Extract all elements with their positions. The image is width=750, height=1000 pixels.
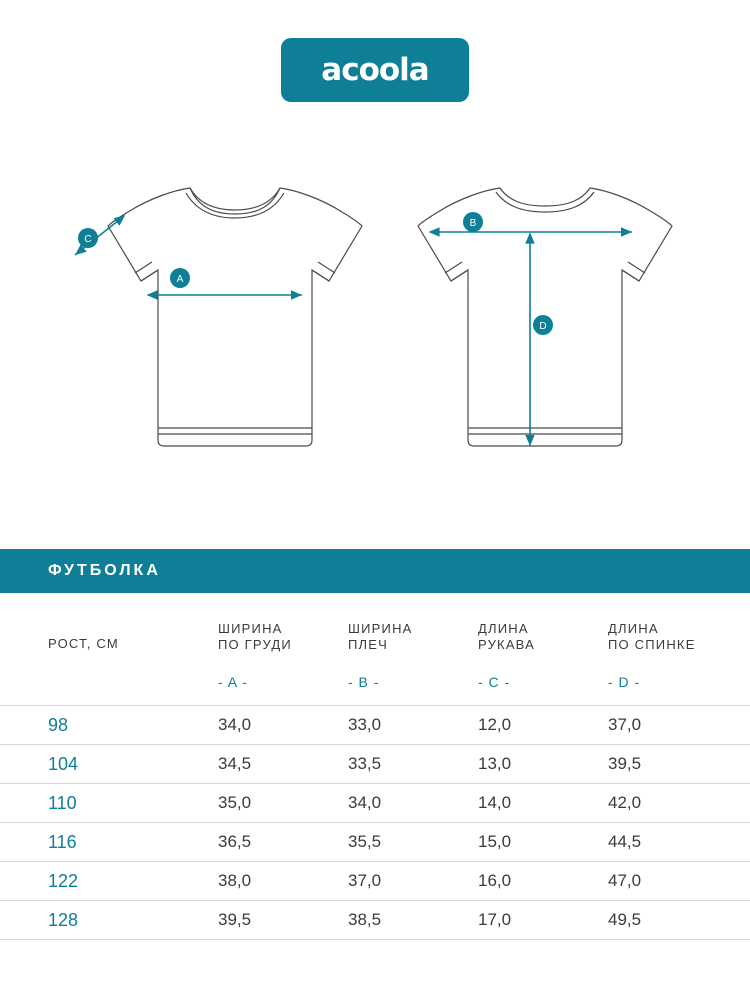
cell-chest: 34,0 <box>218 715 252 734</box>
logo-badge <box>281 38 469 102</box>
svg-text:D: D <box>539 321 547 332</box>
cell-height: 104 <box>48 754 79 774</box>
logo-text: acoola <box>321 52 429 88</box>
cell-height: 110 <box>48 793 77 813</box>
column-letter-c: - C - <box>478 674 511 690</box>
cell-backlength: 42,0 <box>608 793 642 812</box>
cell-shoulder: 34,0 <box>348 793 382 812</box>
cell-chest: 36,5 <box>218 832 252 851</box>
column-header-sleeve-line1: ДЛИНА <box>478 621 529 636</box>
section-title-bar <box>0 549 750 593</box>
column-header-backlength-line1: ДЛИНА <box>608 621 659 636</box>
cell-height: 116 <box>48 832 77 852</box>
size-illustration <box>0 150 750 540</box>
cell-sleeve: 16,0 <box>478 871 512 890</box>
table-row <box>0 784 750 822</box>
cell-height: 98 <box>48 715 69 735</box>
table-row <box>0 706 750 744</box>
cell-height: 128 <box>48 910 79 930</box>
column-letter-b: - B - <box>348 674 380 690</box>
cell-chest: 34,5 <box>218 754 252 773</box>
cell-backlength: 37,0 <box>608 715 642 734</box>
cell-chest: 39,5 <box>218 910 252 929</box>
table-row <box>0 823 750 861</box>
column-letter-d: - D - <box>608 674 641 690</box>
column-header-chest-line1: ШИРИНА <box>218 621 283 636</box>
cell-height: 122 <box>48 871 79 891</box>
cell-chest: 38,0 <box>218 871 252 890</box>
column-header-sleeve-line2: РУКАВА <box>478 637 535 652</box>
column-header-chest-line2: ПО ГРУДИ <box>218 637 292 652</box>
brand-logo <box>0 38 750 102</box>
column-header-height-label: РОСТ, СМ <box>48 636 119 651</box>
cell-backlength: 44,5 <box>608 832 642 851</box>
cell-shoulder: 33,0 <box>348 715 382 734</box>
table-header-row <box>0 593 750 705</box>
cell-sleeve: 12,0 <box>478 715 512 734</box>
table-row <box>0 745 750 783</box>
column-header-shoulder-line2: ПЛЕЧ <box>348 637 389 652</box>
cell-sleeve: 14,0 <box>478 793 512 812</box>
cell-shoulder: 35,5 <box>348 832 382 851</box>
page-title: ФУТБОЛКА <box>48 562 161 579</box>
column-header-shoulder-line1: ШИРИНА <box>348 621 413 636</box>
svg-text:A: A <box>176 274 184 285</box>
cell-backlength: 49,5 <box>608 910 642 929</box>
svg-text:C: C <box>84 234 92 245</box>
cell-sleeve: 15,0 <box>478 832 512 851</box>
cell-shoulder: 37,0 <box>348 871 382 890</box>
cell-chest: 35,0 <box>218 793 252 812</box>
size-table <box>0 593 750 940</box>
cell-shoulder: 33,5 <box>348 754 382 773</box>
cell-sleeve: 17,0 <box>478 910 512 929</box>
column-header-backlength-line2: ПО СПИНКЕ <box>608 637 696 652</box>
cell-sleeve: 13,0 <box>478 754 512 773</box>
cell-backlength: 47,0 <box>608 871 642 890</box>
column-letter-a: - A - <box>218 674 248 690</box>
cell-shoulder: 38,5 <box>348 910 382 929</box>
table-row <box>0 901 750 939</box>
svg-text:B: B <box>469 218 477 229</box>
table-row <box>0 862 750 900</box>
cell-backlength: 39,5 <box>608 754 642 773</box>
divider <box>0 939 750 940</box>
t-shirt-front-drawing <box>108 188 362 446</box>
